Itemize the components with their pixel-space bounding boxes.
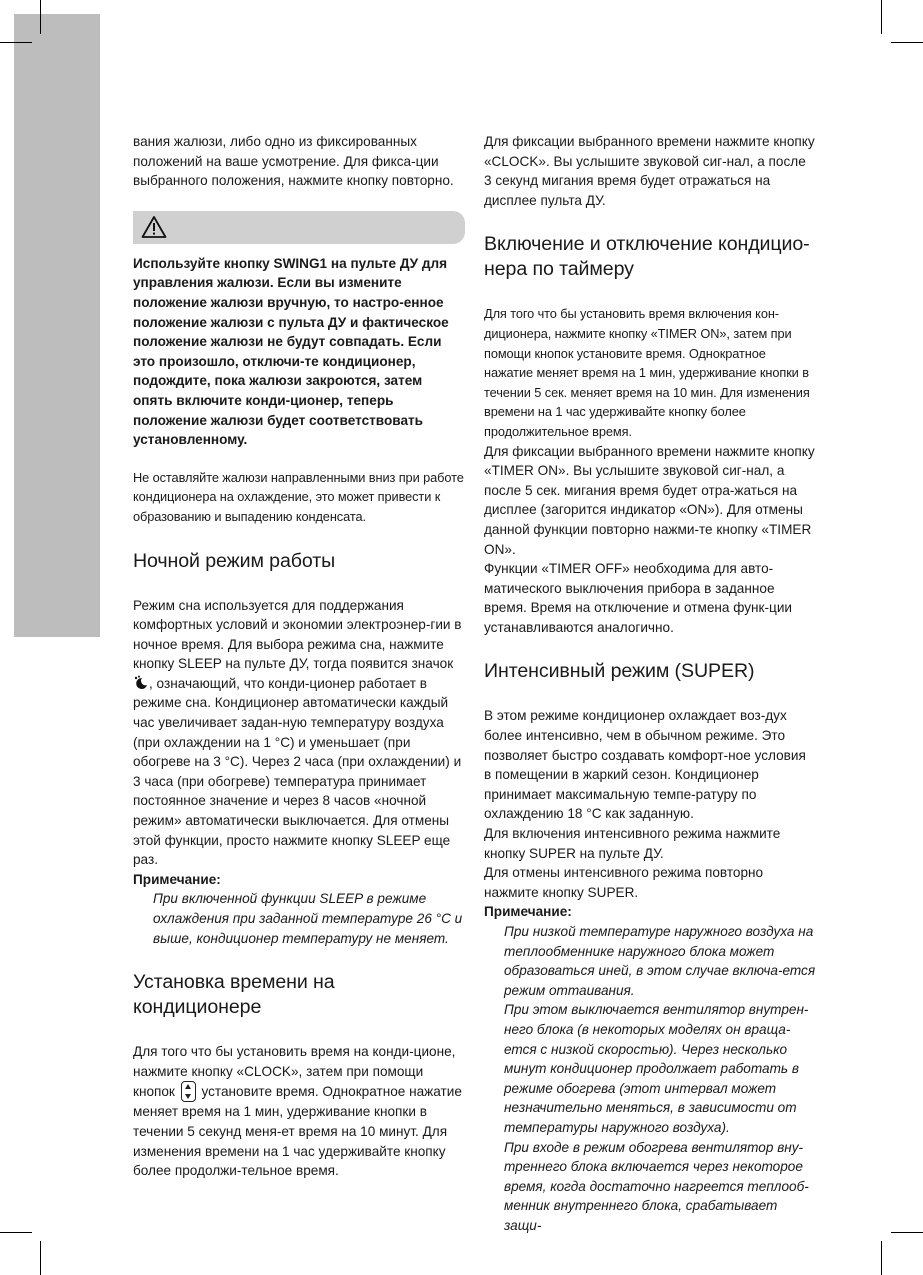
crop-mark [0,42,32,43]
right-note-title: Примечание: [484,904,572,920]
clock-setting-text-1: Для того что бы установить время на конди-ционе, нажмите кнопку «CLOCK», затем при помощи кнопок [133,1044,456,1100]
night-mode-paragraph [133,596,465,870]
warning-text: Используйте кнопку SWING1 на пульте ДУ для управления жалюзи. Если вы измените положение жалюзи вручную, то настро-енное положение жалюзи с пульта ДУ и фактическое положение жалюзи не будут совпадать. Если это произошло, отключи-те кондиционер, подождите, пока жалюзи закроются, затем опять включите конди-ционер, теперь положение жалюзи будет соответствовать установленному. [133,255,449,448]
side-tab [14,14,100,637]
timer-paragraph-2: Для фиксации выбранного времени нажмите кнопку «TIMER ON». Вы услышите звуковой сиг-нал, а после 5 сек. мигания время будет отра-жаться на дисплее (загорится индикатор «ON»). Для отмены данной функции повторно нажми-те кнопку «TIMER ON». [484,443,815,557]
left-note-body: При включенной функции SLEEP в режиме охлаждения при заданной температуре 26 °С и выше, кондиционер температуру не меняет. [153,891,463,946]
crop-mark [891,42,923,43]
timer-paragraph-3: Функции «TIMER OFF» необходима для авто-матического выключения прибора в заданное время. Время на отключение и отмена функ-ции устанавливаются аналогично. [484,561,793,635]
right-note-paragraph-3: При входе в режим обогрева вентилятор вну-треннего блока включается через некоторое время, когда достаточно нагреется теплооб-менник внутреннего блока, срабатывает защи- [504,1139,809,1233]
clock-setting-heading: Установка времени на кондиционере [133,971,335,1019]
crop-mark [881,1241,882,1275]
warning-bar [133,211,465,244]
night-mode-heading: Ночной режим работы [133,549,336,572]
left-note-title: Примечание: [133,871,221,887]
night-mode-text-1: Режим сна используется для поддержания комфортных условий и экономии электроэнер-гии в ночное время. Для выбора режима сна, нажмите кнопку SLEEP на пульте ДУ, тогда появится значок [133,597,462,672]
clock-setting-text-2: установите время. Однократное нажатие меняет время на 1 мин, удерживание кнопки в течении 5 секунд меня-ет время на 10 минут. Для изменения времени на 1 час удерживайте кнопку более продолжи-тельное время. [133,1084,462,1179]
right-note-paragraph-1: При низкой температуре наружного воздуха на теплообменнике наружного блока может образоваться иней, в этом случае включа-ется режим оттаивания. [504,924,816,998]
clock-setting-paragraph [133,1042,465,1181]
night-mode-text-2: , означающий, что конди-ционер работает в режиме сна. Кондиционер автоматически каждый час увеличивает задан-ную температуру воздуха (при охлаждении на 1 °С) и уменьшает (при обогреве на 3 °С). Через 2 часа (при охлаждении) и 3 часа (при обогреве) температура принимает постоянное значение и через 8 часов «ночной режим» автоматически выключается. Для отмены этой функции, просто нажмите кнопку SLEEP еще раз. [133,675,462,868]
up-down-buttons-icon [181,1081,196,1102]
clock-fix-paragraph: Для фиксации выбранного времени нажмите кнопку «CLOCK». Вы услышите звуковой сиг-нал, а после 3 секунд мигания время будет отражаться на дисплее пульта ДУ. [484,134,815,208]
crop-mark [891,1232,923,1233]
super-paragraph-3: Для отмены интенсивного режима повторно нажмите кнопку SUPER. [484,865,764,900]
intro-paragraph: вания жалюзи, либо одно из фиксированных положений на ваше усмотрение. Для фикса-ции выбранного положения, нажмите кнопку повторно. [133,134,454,189]
crop-mark [40,0,41,34]
super-paragraph-1: В этом режиме кондиционер охлаждает воз-дух более интенсивно, чем в обычном режиме. Это позволяет быстро создавать комфорт-ное условия в помещении в жаркий сезон. Кондиционер принимает максимальную темпе-ратуру по охлаждению 18 °С как заданную. [484,708,806,822]
right-column [484,132,816,1236]
sleep-mode-icon [133,675,149,691]
right-note-paragraph-2: При этом выключается вентилятор внутрен-него блока (в некоторых моделях он враща-ется с низкой скоростью). Через несколько минут кондиционер продолжает работать в режиме обогрева (этот интервал может незначительно меняться, в зависимости от температуры наружного воздуха). [504,1002,809,1135]
crop-mark [0,1232,32,1233]
crop-mark [881,0,882,34]
timer-heading: Включение и отключение кондицио-нера по таймеру [484,233,810,281]
timer-paragraph-1: Для того что бы установить время включения кон-диционера, нажмите кнопку «TIMER ON», затем при помощи кнопок установите время. Однократное нажатие меняет время на 1 мин, удерживание кнопки в течении 5 сек. меняет время на 10 мин. Для изменения времени на 1 час удерживайте кнопку более продолжительное время. [484,306,810,439]
warning-triangle-icon [141,215,167,239]
super-paragraph-2: Для включения интенсивного режима нажмите кнопку SUPER на пульте ДУ. [484,826,781,861]
left-column [133,132,465,1181]
caution-paragraph: Не оставляйте жалюзи направленными вниз при работе кондиционера на охлаждение, это может привести к образованию и выпадению конденсата. [133,469,464,524]
crop-mark [40,1241,41,1275]
right-note-body [484,922,816,1236]
super-mode-heading: Интенсивный режим (SUPER) [484,660,755,683]
